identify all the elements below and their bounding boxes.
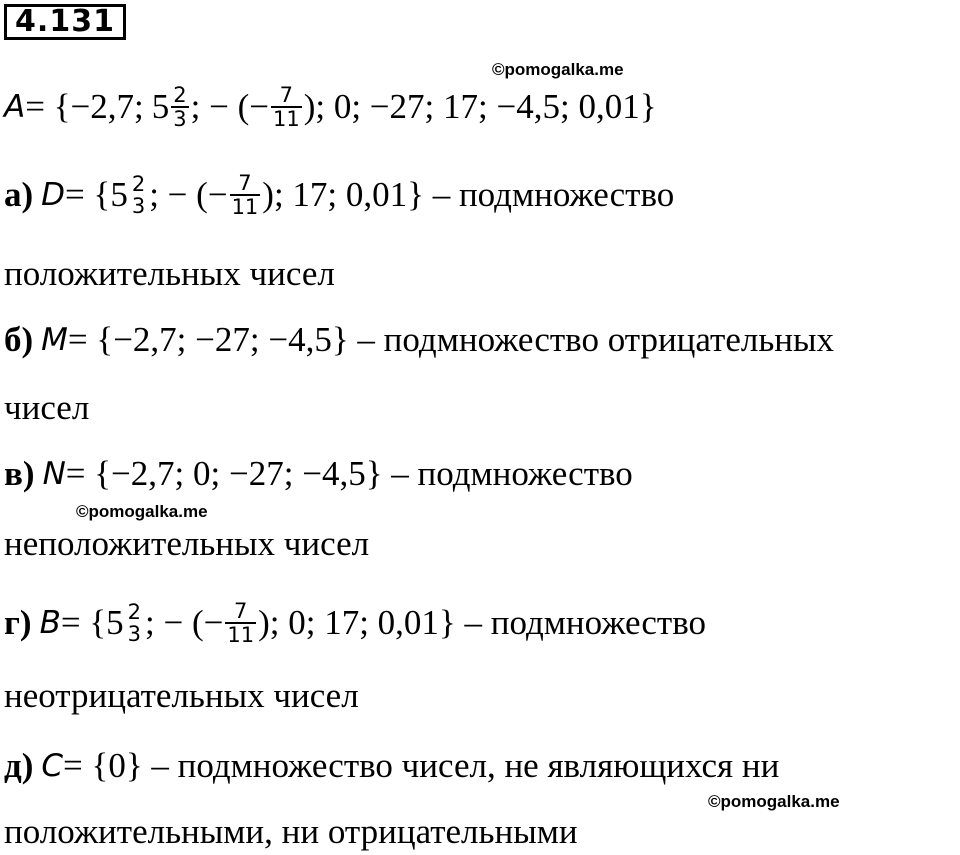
item-a-variable: D — [41, 177, 66, 213]
item-g-variable: B — [39, 605, 61, 641]
set-a-line — [4, 84, 657, 130]
set-a-open: = {−2,7; — [25, 87, 144, 126]
watermark-bottom: ©pomogalka.me — [708, 792, 840, 811]
fraction-denominator: 3 — [127, 622, 142, 646]
item-b-text: = {−2,7; −27; −4,5} – подмножество отрицательных — [67, 320, 835, 359]
item-v-line — [4, 454, 633, 494]
fraction-numerator: 7 — [238, 171, 252, 195]
watermark-top: ©pomogalka.me — [492, 60, 624, 79]
fraction-numerator: 2 — [127, 600, 142, 624]
item-d-line — [4, 746, 779, 786]
item-a-label: а) — [4, 175, 34, 214]
problem-number: 4.131 — [4, 4, 126, 40]
fraction-numerator: 7 — [279, 83, 294, 107]
item-b-variable: M — [41, 322, 68, 358]
fraction-denominator: 11 — [272, 107, 300, 131]
item-d-variable: C — [41, 748, 64, 784]
item-g-line — [4, 600, 706, 646]
item-v-text: = {−2,7; 0; −27; −4,5} – подмножество — [65, 454, 633, 493]
set-a-variable: A — [4, 89, 26, 125]
fraction-numerator: 2 — [131, 172, 146, 196]
item-g-fraction-2 — [225, 600, 256, 646]
fraction-denominator: 3 — [173, 107, 187, 131]
item-g-fraction-1 — [126, 601, 143, 645]
fraction-denominator: 3 — [131, 194, 146, 218]
set-a-fraction-1 — [171, 84, 188, 130]
set-a-fraction-2 — [271, 84, 302, 130]
item-b-continuation: чисел — [4, 388, 90, 427]
set-a-close: ); 0; −27; 17; −4,5; 0,01} — [303, 87, 657, 126]
item-g-close: ); 0; 17; 0,01} – подмножество — [258, 603, 707, 642]
item-a-fraction-2 — [230, 172, 261, 218]
item-v-continuation: неположительных чисел — [4, 524, 370, 563]
item-g-label: г) — [4, 603, 32, 642]
item-d-label: д) — [4, 746, 34, 785]
item-a-open: = {5 — [65, 175, 128, 214]
set-a-mid: ; − (− — [190, 87, 269, 126]
item-a-fraction-1 — [130, 173, 147, 217]
fraction-numerator: 2 — [173, 83, 187, 107]
item-d-text: = {0} – подмножество чисел, не являющихся ни — [63, 746, 780, 785]
item-d-continuation: положительными, ни отрицательными — [4, 812, 578, 851]
item-g-open: = {5 — [60, 603, 124, 642]
item-a-continuation: положительных чисел — [4, 254, 335, 293]
item-b-line — [4, 320, 834, 360]
item-v-label: в) — [4, 454, 35, 493]
fraction-denominator: 11 — [227, 623, 255, 647]
set-a-whole: 5 — [151, 87, 170, 126]
item-b-label: б) — [4, 320, 34, 359]
watermark-middle: ©pomogalka.me — [76, 502, 208, 521]
item-v-variable: N — [42, 456, 66, 492]
fraction-denominator: 11 — [231, 195, 259, 219]
item-a-line — [4, 172, 674, 218]
item-g-continuation: неотрицательных чисел — [4, 676, 359, 715]
item-g-mid: ; − (− — [145, 603, 224, 642]
item-a-close: ); 17; 0,01} – подмножество — [262, 175, 675, 214]
item-a-mid: ; − (− — [149, 175, 228, 214]
fraction-numerator: 7 — [234, 599, 248, 623]
